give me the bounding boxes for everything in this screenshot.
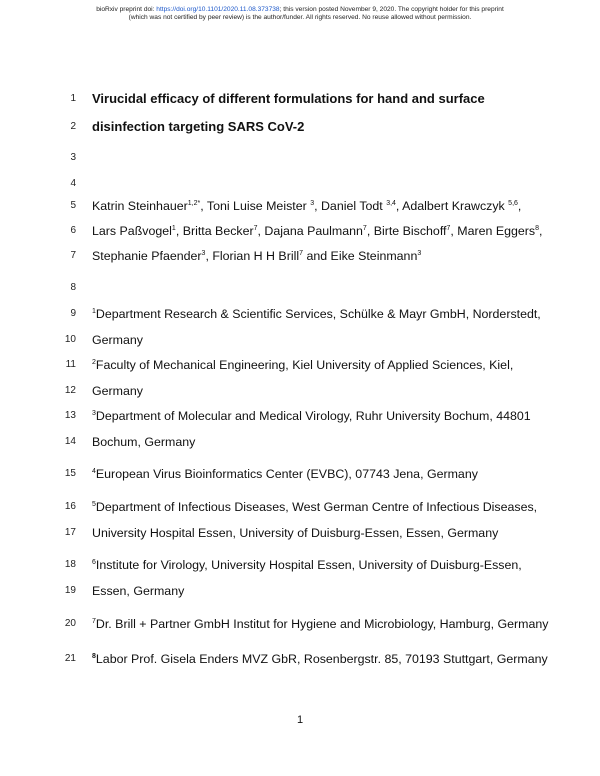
affiliation-8: $^8$Labor Prof. Gisela Enders MVZ GbR, Rosenbergstr. 85, 70193 Stuttgart, Germany	[92, 652, 548, 666]
manuscript-line	[0, 525, 600, 541]
header-line-1: bioRxiv preprint doi: https://doi.org/10.1101/2020.11.08.373738; this version posted November 9, 2020. The copyright holder for this preprint	[96, 6, 504, 13]
manuscript-line	[0, 557, 600, 573]
line-number: 19	[64, 585, 76, 596]
line-number: 15	[64, 468, 76, 479]
manuscript-line	[0, 357, 600, 373]
manuscript-line	[0, 583, 600, 599]
manuscript-line	[0, 223, 600, 239]
line-number: 16	[64, 501, 76, 512]
doi-link[interactable]: https://doi.org/10.1101/2020.11.08.373738	[156, 6, 280, 13]
authors-line-1: Katrin Steinhauer$^{1,2*}$, Toni Luise Meister $^3$, Daniel Todt $^{3,4}$, Adalbert Krawczyk $^{5,6}$,	[92, 199, 522, 213]
affiliation-6: $^6$Institute for Virology, University Hospital Essen, University of Duisburg-Essen,	[92, 558, 522, 572]
affiliation-2-cont: Germany	[92, 384, 143, 398]
line-number: 13	[64, 410, 76, 421]
line-number: 11	[65, 359, 76, 370]
line-number: 9	[70, 308, 76, 319]
affiliation-1: $^1$Department Research & Scientific Services, Schülke & Mayr GmbH, Norderstedt,	[92, 307, 541, 321]
line-number: 3	[70, 152, 76, 163]
line-number: 18	[64, 559, 76, 570]
manuscript-line	[0, 280, 600, 296]
manuscript-line	[0, 383, 600, 399]
affiliation-2: $^2$Faculty of Mechanical Engineering, Kiel University of Applied Sciences, Kiel,	[92, 358, 514, 372]
line-number: 4	[70, 178, 76, 189]
manuscript-line	[0, 198, 600, 214]
affiliation-4: $^4$European Virus Bioinformatics Center (EVBC), 07743 Jena, Germany	[92, 467, 478, 481]
affiliation-3: $^3$Department of Molecular and Medical Virology, Ruhr University Bochum, 44801	[92, 409, 531, 423]
preprint-header	[0, 6, 600, 22]
line-number: 7	[70, 250, 76, 261]
line-number: 8	[70, 282, 76, 293]
manuscript-line	[0, 176, 600, 192]
manuscript-line	[0, 651, 600, 667]
manuscript-line	[0, 91, 600, 107]
affiliation-1-cont: Germany	[92, 333, 143, 347]
line-number: 17	[64, 527, 76, 538]
line-number: 1	[70, 93, 76, 104]
affiliation-3-cont: Bochum, Germany	[92, 435, 196, 449]
line-number: 2	[70, 121, 76, 132]
line-number: 5	[70, 200, 76, 211]
manuscript-line	[0, 434, 600, 450]
affiliation-5: $^5$Department of Infectious Diseases, West German Centre of Infectious Diseases,	[92, 500, 538, 514]
line-number: 20	[64, 618, 76, 629]
manuscript-line	[0, 306, 600, 322]
line-number: 21	[64, 653, 76, 664]
title-line-1: Virucidal efficacy of different formulations for hand and surface	[92, 91, 485, 106]
manuscript-line	[0, 408, 600, 424]
manuscript-line	[0, 466, 600, 482]
manuscript-line	[0, 248, 600, 264]
line-number: 6	[70, 225, 76, 236]
manuscript-line	[0, 499, 600, 515]
manuscript-line	[0, 616, 600, 632]
line-number: 10	[64, 334, 76, 345]
page-number: 1	[296, 714, 304, 726]
authors-line-3: Stephanie Pfaender$^3$, Florian H H Brill$^7$ and Eike Steinmann$^3$	[92, 249, 422, 263]
manuscript-line	[0, 150, 600, 166]
header-line-2: (which was not certified by peer review) is the author/funder. All rights reserved. No reuse allowed without permission.	[128, 14, 472, 21]
manuscript-line	[0, 332, 600, 348]
line-number: 12	[64, 385, 76, 396]
affiliation-5-cont: University Hospital Essen, University of Duisburg-Essen, Essen, Germany	[92, 526, 499, 540]
authors-line-2: Lars Paßvogel$^1$, Britta Becker$^7$, Dajana Paulmann$^7$, Birte Bischoff$^7$, Maren Eggers$^8$,	[92, 224, 543, 238]
title-line-2: disinfection targeting SARS CoV-2	[92, 119, 305, 134]
line-number: 14	[64, 436, 76, 447]
manuscript-line	[0, 119, 600, 135]
affiliation-7: $^7$Dr. Brill + Partner GmbH Institut for Hygiene and Microbiology, Hamburg, Germany	[92, 617, 549, 631]
affiliation-6-cont: Essen, Germany	[92, 584, 185, 598]
